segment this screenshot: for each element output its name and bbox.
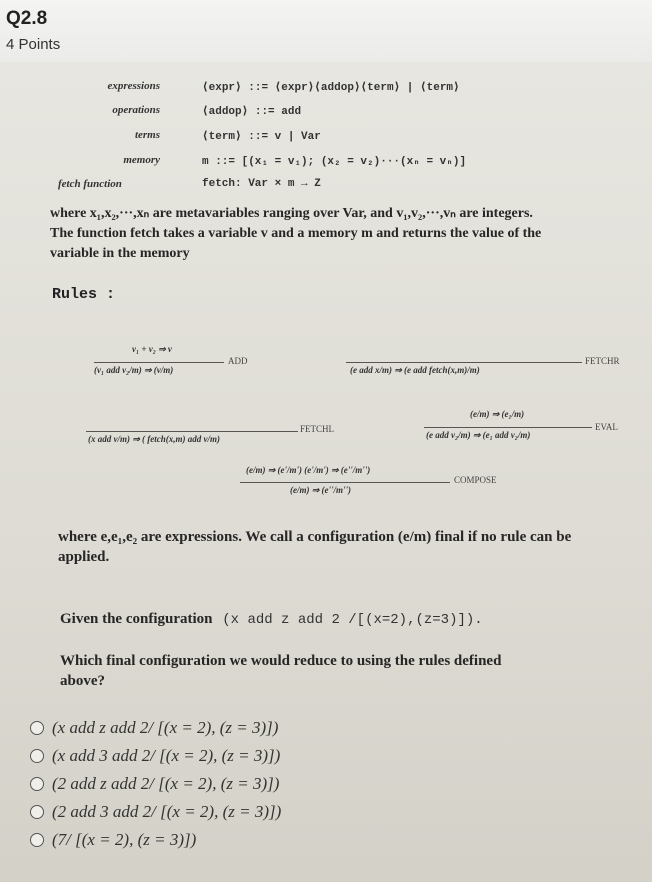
option-4-label: (2 add 3 add 2/ [(x = 2), (z = 3)]) — [52, 802, 282, 821]
option-4[interactable] — [30, 800, 281, 824]
grammar-label-fetch: fetch function — [58, 178, 122, 190]
rule-compose-premise: (e/m) ⇒ (e'/m') (e'/m') ⇒ (e''/m'') — [246, 465, 371, 475]
grammar-rule-expressions: ⟨expr⟩ ::= ⟨expr⟩⟨addop⟩⟨term⟩ | ⟨term⟩ — [202, 82, 460, 94]
option-5-label: (7/ [(x = 2), (z = 3)]) — [52, 830, 197, 849]
option-5[interactable] — [30, 828, 196, 852]
rule-add-premise: v₁ + v₂ ⇒ v — [132, 344, 172, 354]
grammar-rule-operations: ⟨addop⟩ ::= add — [202, 106, 302, 118]
rule-fetchl-line — [86, 431, 298, 432]
grammar-label-terms: terms — [134, 129, 160, 141]
option-2[interactable] — [30, 744, 280, 768]
rule-add-conclusion: (v₁ add v₂/m) ⇒ (v/m) — [94, 365, 174, 375]
question-title: Q2.8 — [6, 8, 48, 29]
question-points: 4 Points — [6, 36, 61, 53]
grammar-rule-memory: m ::= [(x₁ = v₁); (x₂ = v₂)···(xₙ = vₙ)] — [202, 156, 467, 168]
where-line-1: where e,e₁,e₂ are expressions. We call a configuration (e/m) final if no rule can be — [58, 529, 572, 545]
given-prefix: Given the configuration — [60, 611, 213, 627]
option-3-label: (2 add z add 2/ [(x = 2), (z = 3)]) — [52, 774, 280, 793]
question-line-1: Which final configuration we would reduce to using the rules defined — [60, 653, 502, 669]
given-config: (x add z add 2 /[(x=2),(z=3)]). — [222, 612, 483, 628]
rule-eval-premise: (e/m) ⇒ (e₁/m) — [470, 409, 525, 419]
question-line-2: above? — [60, 673, 105, 689]
rule-fetchr-line — [346, 362, 582, 363]
rule-fetchl-name: FETCHL — [300, 424, 335, 434]
grammar-label-expressions: expressions — [107, 80, 160, 92]
description-line-3: variable in the memory — [50, 246, 190, 261]
description-line-2: The function fetch takes a variable v and a memory m and returns the value of the — [50, 226, 542, 241]
option-1-label: (x add z add 2/ [(x = 2), (z = 3)]) — [52, 718, 279, 737]
rule-eval-name: EVAL — [595, 422, 618, 432]
rule-fetchr-conclusion: (e add x/m) ⇒ (e add fetch(x,m)/m) — [350, 365, 480, 375]
rule-compose-name: COMPOSE — [454, 475, 497, 485]
radio-icon[interactable] — [30, 721, 44, 735]
question-header — [0, 0, 652, 62]
rule-eval-conclusion: (e add v₂/m) ⇒ (e₁ add v₂/m) — [426, 430, 531, 440]
rule-add-name: ADD — [228, 356, 248, 366]
rule-fetchl-conclusion: (x add v/m) ⇒ ( fetch(x,m) add v/m) — [88, 434, 221, 444]
rule-compose-conclusion: (e/m) ⇒ (e''/m'') — [290, 485, 352, 495]
radio-icon[interactable] — [30, 805, 44, 819]
radio-icon[interactable] — [30, 833, 44, 847]
question-image — [0, 62, 652, 882]
grammar-rule-terms: ⟨term⟩ ::= v | Var — [202, 131, 321, 143]
radio-icon[interactable] — [30, 749, 44, 763]
description-line-1: where x₁,x₂,···,xₙ are metavariables ranging over Var, and v₁,v₂,···,vₙ are integers. — [50, 206, 533, 221]
grammar-label-operations: operations — [112, 104, 160, 116]
where-line-2: applied. — [58, 549, 110, 565]
radio-icon[interactable] — [30, 777, 44, 791]
option-2-label: (x add 3 add 2/ [(x = 2), (z = 3)]) — [52, 746, 281, 765]
rule-add-line — [94, 362, 224, 363]
option-1[interactable] — [30, 716, 278, 740]
grammar-label-memory: memory — [123, 154, 160, 166]
rule-fetchr-name: FETCHR — [585, 356, 620, 366]
rules-heading: Rules : — [52, 286, 116, 303]
given-line — [60, 610, 483, 630]
option-3[interactable] — [30, 772, 279, 796]
rule-compose-line — [240, 482, 450, 483]
grammar-rule-fetch: fetch: Var × m → Z — [202, 178, 321, 190]
rule-eval-line — [424, 427, 592, 428]
